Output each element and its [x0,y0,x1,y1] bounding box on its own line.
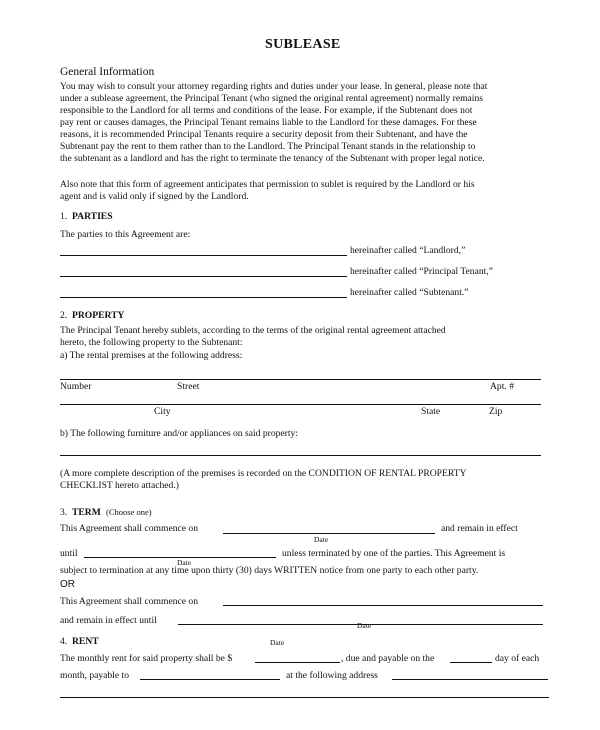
rent-line-2a: month, payable to [60,670,130,681]
intro-line-7: the subtenant as a landlord and has the right to terminate the tenancy of the Subtenant with proper legal notice. [60,153,485,164]
state-label: State [421,406,441,417]
section-rent-heading: RENT [72,636,99,647]
rent-amount-field[interactable] [255,662,340,663]
rent-line-1b: , due and payable on the [341,653,435,664]
term-or-label: OR [60,579,75,590]
subtenant-name-field[interactable] [60,297,347,298]
number-label: Number [60,381,92,392]
rent-payable-to-field[interactable] [140,679,280,680]
rent-address-field-2[interactable] [60,697,549,698]
landlord-label: hereinafter called “Landlord,” [350,245,466,256]
term-remain-until-label: and remain in effect until [60,615,157,626]
property-note-1: (A more complete description of the premises is recorded on the CONDITION OF RENTAL PROPERTY [60,468,467,479]
intro-line-5: reasons, it is recommended Principal Tenants require a security deposit from their Subtenant, and have the [60,129,468,140]
apt-label: Apt. # [490,381,514,392]
section-property-heading: PROPERTY [72,310,125,321]
rent-line-1c: day of each [495,653,540,664]
property-item-b: b) The following furniture and/or appliances on said property: [60,428,299,439]
term-commence2-label: This Agreement shall commence on [60,596,199,607]
furniture-appliances-field[interactable] [60,455,541,456]
note-line-1: Also note that this form of agreement anticipates that permission to sublet is required by the Landlord or his [60,179,475,190]
zip-label: Zip [489,406,503,417]
rent-line-1a: The monthly rent for said property shall be $ [60,653,233,664]
section-term-number: 3. [60,507,68,518]
parties-intro: The parties to this Agreement are: [60,229,191,240]
section-parties-heading: PARTIES [72,211,113,222]
section-rent-number: 4. [60,636,68,647]
rent-address-field[interactable] [392,679,548,680]
page-title: SUBLEASE [265,37,341,52]
property-note-2: CHECKLIST hereto attached.) [60,480,179,491]
term-commence-label: This Agreement shall commence on [60,523,199,534]
intro-line-2: under a sublease agreement, the Principal Tenant (who signed the original rental agreement) normally remains [60,93,483,104]
rent-due-day-field[interactable] [450,662,492,663]
address-city-field[interactable] [60,404,541,405]
city-label: City [154,406,171,417]
term-end-date-caption: Date [177,558,192,567]
intro-line-3: responsible to the Landlord for all terms and conditions of the lease. For example, if the Subtenant does not [60,105,473,116]
term2-start-date-caption: Date [357,621,372,630]
principal-tenant-label: hereinafter called “Principal Tenant,” [350,266,493,277]
principal-tenant-name-field[interactable] [60,276,347,277]
term2-start-date-field[interactable] [223,605,543,606]
term-remain-label: and remain in effect [441,523,518,534]
landlord-name-field[interactable] [60,255,347,256]
property-item-a: a) The rental premises at the following address: [60,350,243,361]
section-property-number: 2. [60,310,68,321]
subtenant-label: hereinafter called “Subtenant.” [350,287,469,298]
note-line-2: agent and is valid only if signed by the Landlord. [60,191,249,202]
term-choose-one: (Choose one) [106,507,152,517]
intro-line-1: You may wish to consult your attorney regarding rights and duties under your lease. In general, please note that [60,81,488,92]
rent-line-2b: at the following address [286,670,378,681]
property-line-1: The Principal Tenant hereby sublets, according to the terms of the original rental agreement attached [60,325,446,336]
term2-end-date-caption: Date [270,638,285,647]
term-start-date-field[interactable] [223,533,435,534]
intro-line-6: Subtenant pay the rent to them rather than to the Landlord. The Principal Tenant stands in the relationship to [60,141,476,152]
term-unless-text: unless terminated by one of the parties. This Agreement is [282,548,506,559]
general-information-heading: General Information [60,66,155,78]
term-subject-text: subject to termination at any time upon thirty (30) days WRITTEN notice from one party to each other party. [60,565,479,576]
section-term-heading: TERM [72,507,101,518]
section-parties-number: 1. [60,211,68,222]
property-line-2: hereto, the following property to the Subtenant: [60,337,243,348]
term-start-date-caption: Date [314,535,329,544]
address-street-field[interactable] [60,379,541,380]
street-label: Street [177,381,200,392]
term-until-label: until [60,548,78,559]
intro-line-4: pay rent or causes damages, the Principal Tenant remains liable to the Landlord for these damages. For these [60,117,477,128]
